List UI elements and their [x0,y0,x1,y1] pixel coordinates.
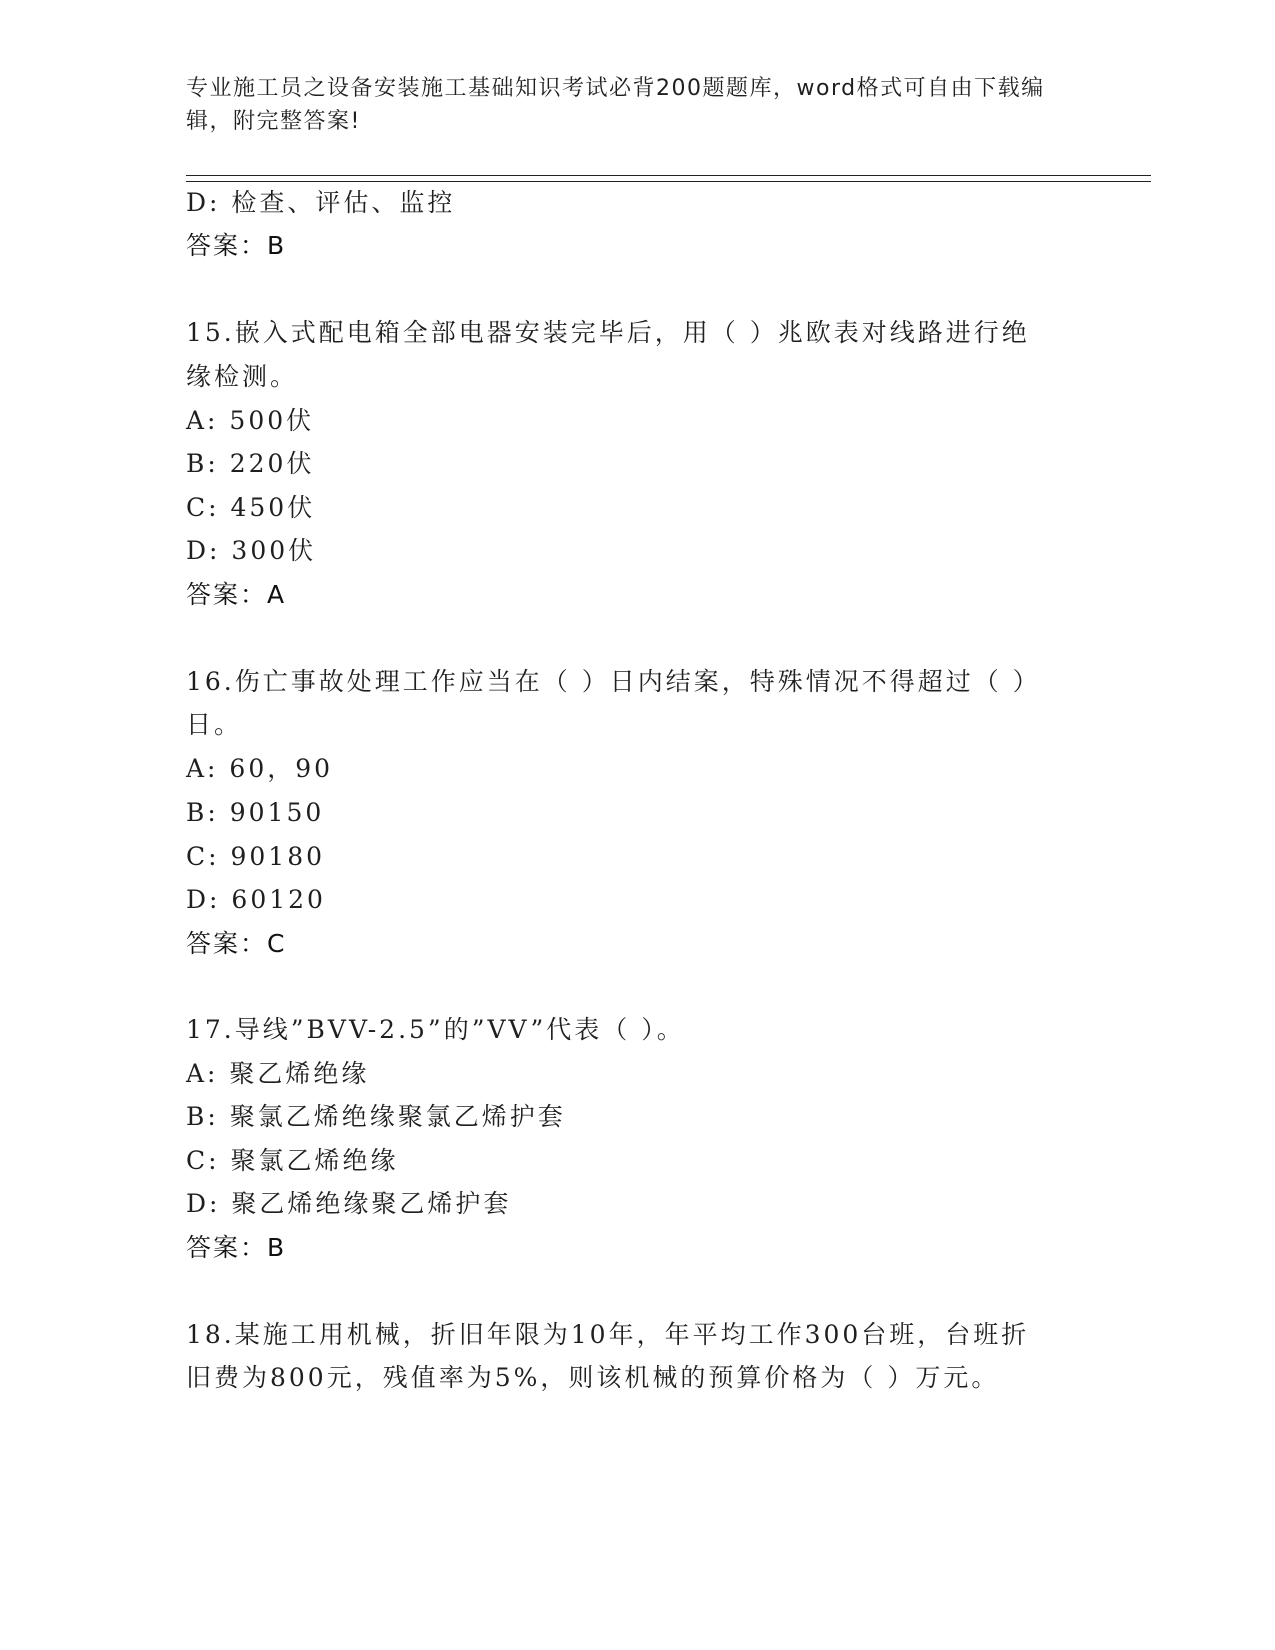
q17-option-b: B: 聚氯乙烯绝缘聚氯乙烯护套 [186,1102,566,1131]
q16-stem-line2: 日。 [186,710,243,739]
q17-option-a: A: 聚乙烯绝缘 [186,1059,370,1088]
q16-option-b: B: 90150 [186,798,325,827]
q17-option-d: D: 聚乙烯绝缘聚乙烯护套 [186,1189,512,1218]
q18-stem-line2: 旧费为800元，残值率为5%，则该机械的预算价格为（ ）万元。 [186,1363,1000,1392]
q16-option-c: C: 90180 [186,842,326,871]
header-rule-bottom [186,181,1151,182]
q14-answer: 答案：B [186,231,287,260]
header-rule-top [186,175,1151,176]
q15-option-b: B: 220伏 [186,449,315,478]
page-header: 专业施工员之设备安装施工基础知识考试必背200题题库，word格式可自由下载编辑，附完整答案! [186,76,1045,134]
q16-option-d: D: 60120 [186,885,326,914]
q15-stem-line1: 15.嵌入式配电箱全部电器安装完毕后，用（ ）兆欧表对线路进行绝 [186,318,1030,347]
q16-answer: 答案：C [186,929,287,958]
q15-option-a: A: 500伏 [186,406,315,435]
q14-option-d: D: 检查、评估、监控 [186,188,456,217]
q17-option-c: C: 聚氯乙烯绝缘 [186,1146,399,1175]
q15-answer: 答案：A [186,580,287,609]
q15-option-d: D: 300伏 [186,536,317,565]
q15-stem-line2: 缘检测。 [186,362,299,391]
q15-option-c: C: 450伏 [186,493,316,522]
q17-answer: 答案：B [186,1233,287,1262]
q16-stem-line1: 16.伤亡事故处理工作应当在（ ）日内结案，特殊情况不得超过（ ） [186,667,1041,696]
q17-stem-line1: 17.导线”BVV-2.5”的”VV”代表（ ）。 [186,1015,685,1044]
q18-stem-line1: 18.某施工用机械，折旧年限为10年，年平均工作300台班，台班折 [186,1320,1030,1349]
q16-option-a: A: 60，90 [186,754,334,783]
